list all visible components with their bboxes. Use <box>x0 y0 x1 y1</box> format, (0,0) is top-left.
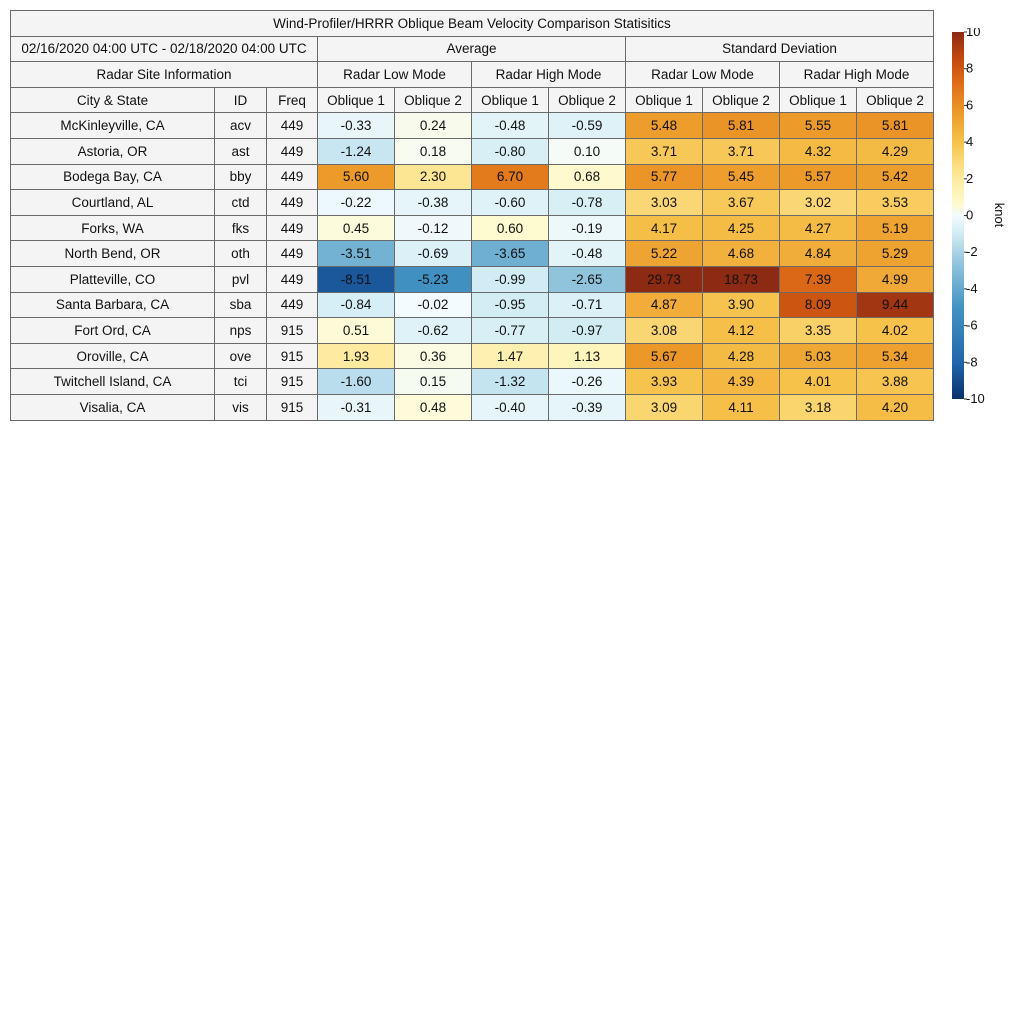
site-city-cell: Courtland, AL <box>11 190 215 216</box>
value-cell-avg-low-oblique-2: -5.23 <box>395 266 472 292</box>
table-row <box>11 266 934 292</box>
value-cell-std-high-oblique-2: 9.44 <box>857 292 934 318</box>
value-cell-avg-low-oblique-2: -0.12 <box>395 215 472 241</box>
value-cell-avg-low-oblique-2: -0.02 <box>395 292 472 318</box>
value-cell-avg-low-oblique-2: 0.24 <box>395 113 472 139</box>
value-cell-avg-high-oblique-1: -0.60 <box>472 190 549 216</box>
site-id-cell: pvl <box>215 266 267 292</box>
value-cell-std-low-oblique-2: 4.11 <box>703 394 780 420</box>
value-cell-std-high-oblique-1: 4.01 <box>780 369 857 395</box>
std-high-mode-header: Radar High Mode <box>780 62 934 88</box>
value-cell-avg-low-oblique-1: -8.51 <box>318 266 395 292</box>
value-cell-std-low-oblique-2: 4.25 <box>703 215 780 241</box>
value-cell-avg-high-oblique-2: 1.13 <box>549 343 626 369</box>
table-row <box>11 292 934 318</box>
value-cell-std-low-oblique-2: 18.73 <box>703 266 780 292</box>
site-freq-cell: 449 <box>267 190 318 216</box>
value-cell-std-low-oblique-1: 29.73 <box>626 266 703 292</box>
colorbar <box>948 28 1018 403</box>
value-cell-std-high-oblique-2: 5.42 <box>857 164 934 190</box>
value-cell-std-low-oblique-1: 3.09 <box>626 394 703 420</box>
colorbar-tick-label: 6 <box>966 97 974 113</box>
site-id-cell: sba <box>215 292 267 318</box>
value-cell-avg-low-oblique-2: 0.36 <box>395 343 472 369</box>
value-cell-avg-low-oblique-1: -0.33 <box>318 113 395 139</box>
site-id-cell: tci <box>215 369 267 395</box>
value-cell-std-high-oblique-2: 4.02 <box>857 318 934 344</box>
value-cell-std-high-oblique-2: 5.81 <box>857 113 934 139</box>
table-row <box>11 164 934 190</box>
site-id-cell: oth <box>215 241 267 267</box>
column-header-std-high-oblique-2: Oblique 2 <box>857 87 934 113</box>
value-cell-avg-high-oblique-2: 0.10 <box>549 138 626 164</box>
value-cell-std-low-oblique-2: 3.71 <box>703 138 780 164</box>
value-cell-std-high-oblique-2: 4.29 <box>857 138 934 164</box>
column-header-std-high-oblique-1: Oblique 1 <box>780 87 857 113</box>
colorbar-tick-label: -8 <box>966 354 978 370</box>
value-cell-avg-low-oblique-2: 0.48 <box>395 394 472 420</box>
value-cell-std-low-oblique-1: 5.48 <box>626 113 703 139</box>
site-freq-cell: 449 <box>267 266 318 292</box>
column-header-avg-low-oblique-2: Oblique 2 <box>395 87 472 113</box>
value-cell-std-low-oblique-2: 4.28 <box>703 343 780 369</box>
value-cell-avg-high-oblique-1: -3.65 <box>472 241 549 267</box>
value-cell-avg-high-oblique-2: -0.59 <box>549 113 626 139</box>
value-cell-avg-low-oblique-1: -0.84 <box>318 292 395 318</box>
value-cell-std-high-oblique-1: 5.57 <box>780 164 857 190</box>
value-cell-avg-low-oblique-1: 0.51 <box>318 318 395 344</box>
value-cell-std-high-oblique-1: 5.03 <box>780 343 857 369</box>
value-cell-avg-high-oblique-1: -0.40 <box>472 394 549 420</box>
value-cell-avg-high-oblique-1: 1.47 <box>472 343 549 369</box>
value-cell-std-low-oblique-2: 5.81 <box>703 113 780 139</box>
group-average-header: Average <box>318 36 626 62</box>
value-cell-std-high-oblique-2: 5.34 <box>857 343 934 369</box>
value-cell-avg-low-oblique-1: 0.45 <box>318 215 395 241</box>
table-row <box>11 343 934 369</box>
value-cell-avg-low-oblique-2: 0.15 <box>395 369 472 395</box>
value-cell-std-high-oblique-1: 7.39 <box>780 266 857 292</box>
site-city-cell: Platteville, CO <box>11 266 215 292</box>
site-city-cell: Twitchell Island, CA <box>11 369 215 395</box>
value-cell-std-high-oblique-2: 4.99 <box>857 266 934 292</box>
value-cell-avg-high-oblique-1: 6.70 <box>472 164 549 190</box>
value-cell-std-high-oblique-1: 8.09 <box>780 292 857 318</box>
site-city-cell: Forks, WA <box>11 215 215 241</box>
column-header-city: City & State <box>11 87 215 113</box>
value-cell-avg-high-oblique-1: -0.80 <box>472 138 549 164</box>
colorbar-tick-label: -6 <box>966 317 978 333</box>
value-cell-std-high-oblique-1: 3.35 <box>780 318 857 344</box>
site-id-cell: vis <box>215 394 267 420</box>
column-header-avg-low-oblique-1: Oblique 1 <box>318 87 395 113</box>
value-cell-avg-high-oblique-2: -0.97 <box>549 318 626 344</box>
value-cell-std-low-oblique-1: 5.22 <box>626 241 703 267</box>
site-id-cell: ove <box>215 343 267 369</box>
site-id-cell: fks <box>215 215 267 241</box>
value-cell-avg-low-oblique-2: 0.18 <box>395 138 472 164</box>
table-body <box>11 113 934 420</box>
site-freq-cell: 915 <box>267 343 318 369</box>
site-city-cell: McKinleyville, CA <box>11 113 215 139</box>
value-cell-std-high-oblique-2: 4.20 <box>857 394 934 420</box>
value-cell-avg-low-oblique-2: 2.30 <box>395 164 472 190</box>
table-row <box>11 241 934 267</box>
value-cell-std-low-oblique-1: 3.71 <box>626 138 703 164</box>
value-cell-avg-low-oblique-1: 5.60 <box>318 164 395 190</box>
value-cell-std-low-oblique-2: 5.45 <box>703 164 780 190</box>
value-cell-avg-high-oblique-2: -0.26 <box>549 369 626 395</box>
date-range: 02/16/2020 04:00 UTC - 02/18/2020 04:00 UTC <box>11 36 318 62</box>
site-freq-cell: 915 <box>267 394 318 420</box>
site-freq-cell: 449 <box>267 241 318 267</box>
value-cell-avg-high-oblique-1: -0.95 <box>472 292 549 318</box>
site-freq-cell: 915 <box>267 318 318 344</box>
colorbar-tick-label: 10 <box>966 28 981 39</box>
value-cell-avg-low-oblique-1: -1.60 <box>318 369 395 395</box>
value-cell-avg-high-oblique-1: -1.32 <box>472 369 549 395</box>
site-city-cell: Bodega Bay, CA <box>11 164 215 190</box>
value-cell-std-low-oblique-1: 3.03 <box>626 190 703 216</box>
site-freq-cell: 449 <box>267 138 318 164</box>
table-row <box>11 113 934 139</box>
colorbar-tick-label: 2 <box>966 170 974 186</box>
site-city-cell: Fort Ord, CA <box>11 318 215 344</box>
value-cell-avg-low-oblique-2: -0.38 <box>395 190 472 216</box>
table-title: Wind-Profiler/HRRR Oblique Beam Velocity Comparison Statisitics <box>11 11 934 37</box>
site-city-cell: Astoria, OR <box>11 138 215 164</box>
value-cell-std-high-oblique-1: 4.32 <box>780 138 857 164</box>
group-std-header: Standard Deviation <box>626 36 934 62</box>
value-cell-std-low-oblique-1: 4.17 <box>626 215 703 241</box>
value-cell-std-high-oblique-2: 3.53 <box>857 190 934 216</box>
colorbar-tick-label: 4 <box>966 134 974 150</box>
statistics-table <box>10 10 934 421</box>
value-cell-avg-high-oblique-2: 0.68 <box>549 164 626 190</box>
value-cell-std-low-oblique-1: 5.67 <box>626 343 703 369</box>
value-cell-std-high-oblique-1: 3.02 <box>780 190 857 216</box>
value-cell-std-low-oblique-2: 3.90 <box>703 292 780 318</box>
avg-high-mode-header: Radar High Mode <box>472 62 626 88</box>
value-cell-avg-high-oblique-2: -0.19 <box>549 215 626 241</box>
colorbar-tick-label: -2 <box>966 244 978 260</box>
table-row <box>11 190 934 216</box>
value-cell-std-low-oblique-2: 3.67 <box>703 190 780 216</box>
value-cell-std-high-oblique-1: 4.27 <box>780 215 857 241</box>
value-cell-avg-low-oblique-1: -0.31 <box>318 394 395 420</box>
site-city-cell: North Bend, OR <box>11 241 215 267</box>
value-cell-avg-high-oblique-2: -0.48 <box>549 241 626 267</box>
site-id-cell: nps <box>215 318 267 344</box>
value-cell-avg-high-oblique-2: -2.65 <box>549 266 626 292</box>
value-cell-avg-low-oblique-2: -0.62 <box>395 318 472 344</box>
site-city-cell: Santa Barbara, CA <box>11 292 215 318</box>
table-row <box>11 369 934 395</box>
value-cell-std-high-oblique-2: 5.19 <box>857 215 934 241</box>
site-id-cell: ast <box>215 138 267 164</box>
value-cell-avg-high-oblique-2: -0.39 <box>549 394 626 420</box>
value-cell-std-low-oblique-1: 3.08 <box>626 318 703 344</box>
value-cell-avg-low-oblique-1: -3.51 <box>318 241 395 267</box>
table-row <box>11 215 934 241</box>
radar-site-info-header: Radar Site Information <box>11 62 318 88</box>
column-header-std-low-oblique-2: Oblique 2 <box>703 87 780 113</box>
value-cell-std-high-oblique-1: 3.18 <box>780 394 857 420</box>
value-cell-std-low-oblique-2: 4.12 <box>703 318 780 344</box>
value-cell-std-low-oblique-1: 5.77 <box>626 164 703 190</box>
table-row <box>11 394 934 420</box>
site-freq-cell: 915 <box>267 369 318 395</box>
value-cell-std-high-oblique-2: 5.29 <box>857 241 934 267</box>
value-cell-avg-high-oblique-2: -0.78 <box>549 190 626 216</box>
table-row <box>11 318 934 344</box>
colorbar-tick-label: 8 <box>966 60 974 76</box>
std-low-mode-header: Radar Low Mode <box>626 62 780 88</box>
colorbar-tick-label: -4 <box>966 280 978 296</box>
value-cell-avg-high-oblique-1: -0.48 <box>472 113 549 139</box>
value-cell-avg-low-oblique-1: -1.24 <box>318 138 395 164</box>
site-freq-cell: 449 <box>267 113 318 139</box>
value-cell-avg-low-oblique-2: -0.69 <box>395 241 472 267</box>
value-cell-avg-high-oblique-1: -0.99 <box>472 266 549 292</box>
column-header-std-low-oblique-1: Oblique 1 <box>626 87 703 113</box>
site-id-cell: ctd <box>215 190 267 216</box>
value-cell-avg-low-oblique-1: -0.22 <box>318 190 395 216</box>
value-cell-std-low-oblique-1: 3.93 <box>626 369 703 395</box>
column-header-avg-high-oblique-2: Oblique 2 <box>549 87 626 113</box>
value-cell-avg-high-oblique-2: -0.71 <box>549 292 626 318</box>
value-cell-avg-low-oblique-1: 1.93 <box>318 343 395 369</box>
value-cell-std-high-oblique-2: 3.88 <box>857 369 934 395</box>
site-freq-cell: 449 <box>267 164 318 190</box>
avg-low-mode-header: Radar Low Mode <box>318 62 472 88</box>
column-header-freq: Freq <box>267 87 318 113</box>
colorbar-gradient <box>952 32 964 399</box>
value-cell-avg-high-oblique-1: -0.77 <box>472 318 549 344</box>
colorbar-tick-label: 0 <box>966 207 974 223</box>
site-id-cell: acv <box>215 113 267 139</box>
column-header-avg-high-oblique-1: Oblique 1 <box>472 87 549 113</box>
table-row <box>11 138 934 164</box>
site-freq-cell: 449 <box>267 215 318 241</box>
value-cell-std-high-oblique-1: 5.55 <box>780 113 857 139</box>
value-cell-std-low-oblique-1: 4.87 <box>626 292 703 318</box>
site-city-cell: Oroville, CA <box>11 343 215 369</box>
value-cell-std-low-oblique-2: 4.68 <box>703 241 780 267</box>
column-header-id: ID <box>215 87 267 113</box>
colorbar-tick-label: -10 <box>966 391 985 403</box>
site-city-cell: Visalia, CA <box>11 394 215 420</box>
value-cell-avg-high-oblique-1: 0.60 <box>472 215 549 241</box>
value-cell-std-low-oblique-2: 4.39 <box>703 369 780 395</box>
site-id-cell: bby <box>215 164 267 190</box>
site-freq-cell: 449 <box>267 292 318 318</box>
value-cell-std-high-oblique-1: 4.84 <box>780 241 857 267</box>
colorbar-unit-label: knot <box>992 202 1007 228</box>
